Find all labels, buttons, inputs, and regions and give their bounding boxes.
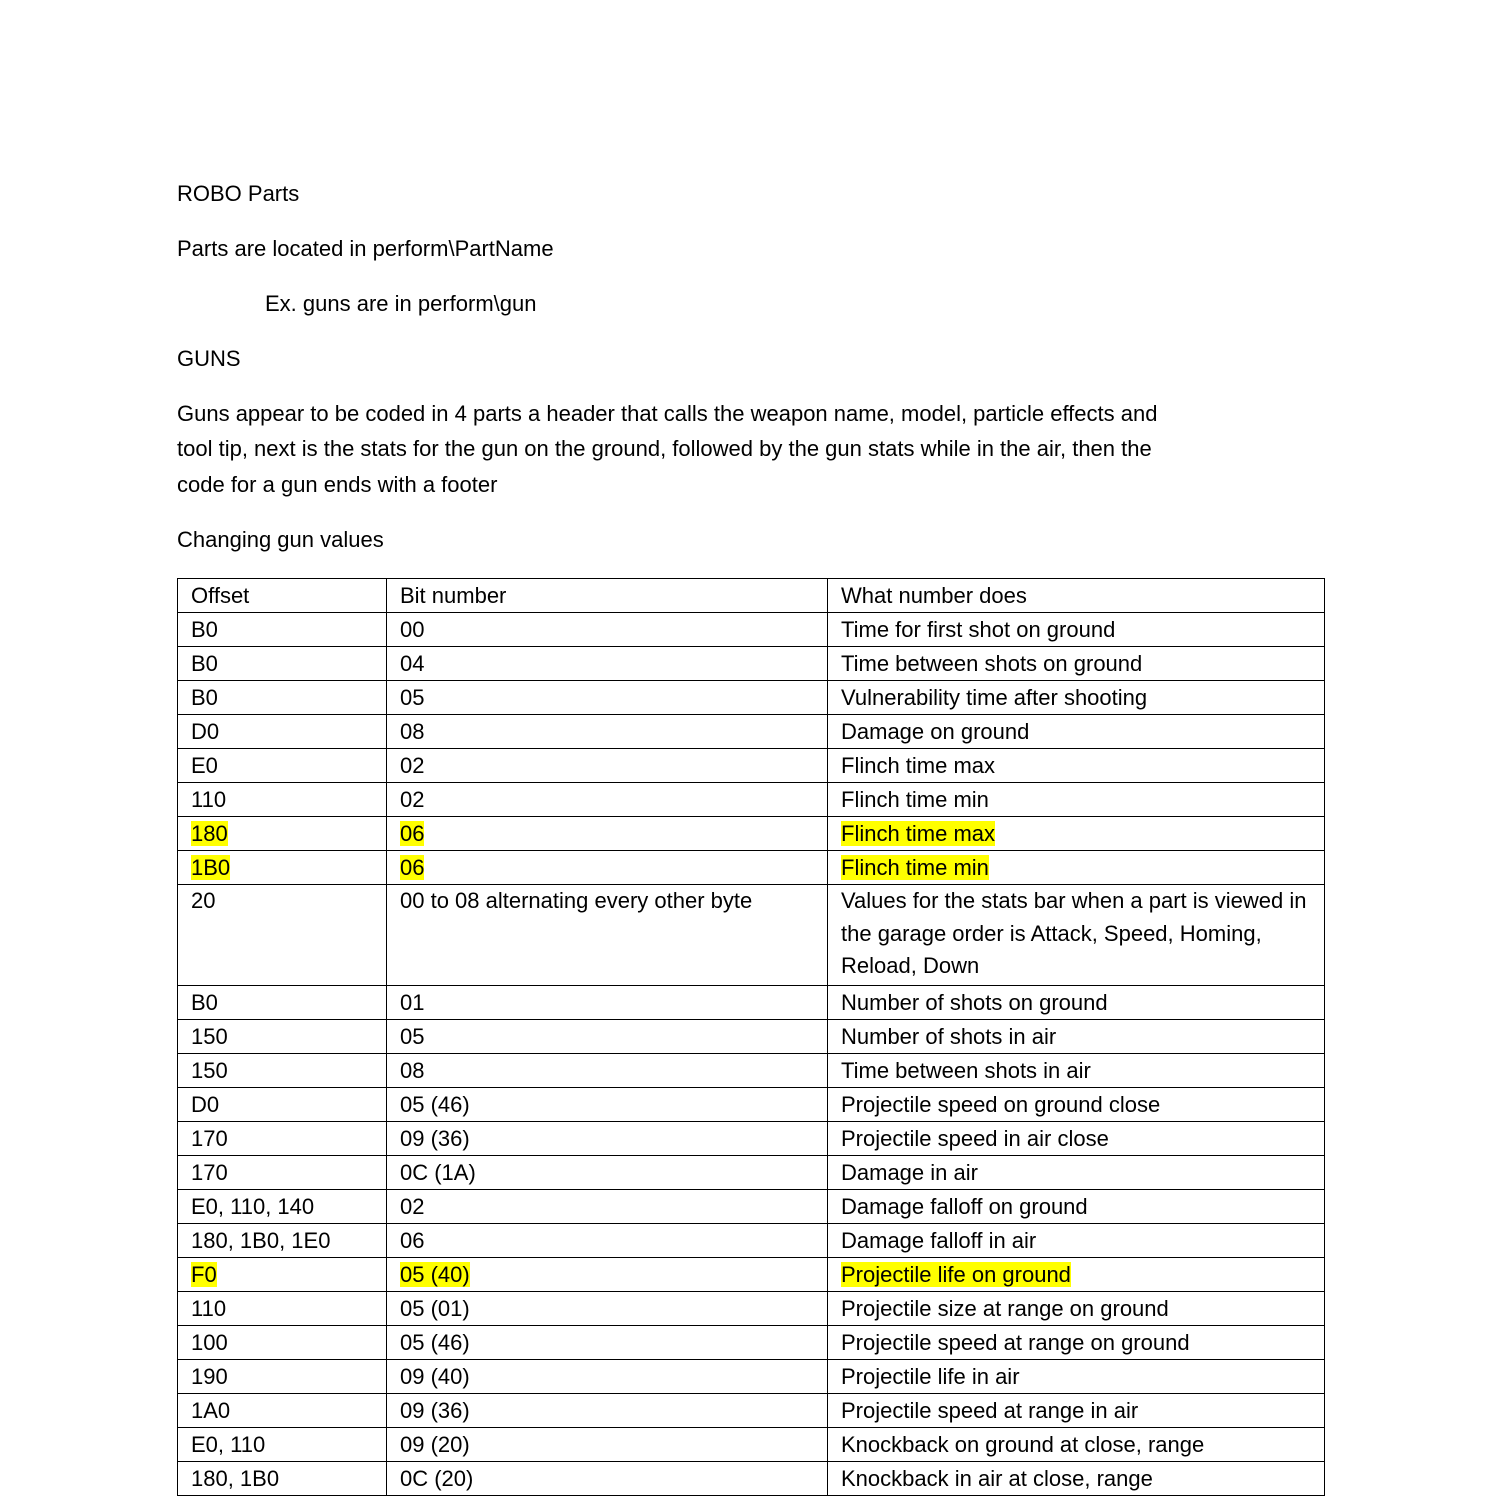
- table-row: [178, 817, 1325, 851]
- offset-cell: [178, 1359, 387, 1393]
- description-cell-text: Number of shots on ground: [841, 989, 1108, 1015]
- bit-number-cell: [387, 1223, 828, 1257]
- subheading: Changing gun values: [177, 527, 384, 552]
- offset-cell-text: D0: [191, 719, 220, 744]
- description-cell-text: Damage in air: [841, 1159, 978, 1185]
- table-row: [178, 1461, 1325, 1495]
- offset-cell-text: B0: [191, 651, 218, 676]
- offset-cell-text: D0: [191, 1091, 220, 1117]
- offset-cell-text: E0: [191, 753, 218, 778]
- bit-number-cell: [387, 1291, 828, 1325]
- table-header-row: [178, 579, 1325, 613]
- offset-cell-text: 170: [191, 1125, 228, 1151]
- description-cell: [828, 749, 1325, 783]
- table-row: [178, 1257, 1325, 1291]
- offset-cell: [178, 1053, 387, 1087]
- bit-number-cell: [387, 647, 828, 681]
- bit-number-cell-text: 00: [400, 617, 425, 642]
- section-heading: GUNS: [177, 346, 241, 371]
- table-row: [178, 985, 1325, 1019]
- bit-number-cell: [387, 1359, 828, 1393]
- offset-cell-text: 1B0: [191, 855, 231, 880]
- bit-number-cell-text: 02: [400, 753, 425, 778]
- offset-cell-text: 190: [191, 1363, 228, 1389]
- table-row: [178, 1359, 1325, 1393]
- description-cell-text: Flinch time max: [841, 821, 996, 846]
- bit-number-cell-text: 04: [400, 651, 425, 676]
- offset-cell: [178, 1291, 387, 1325]
- description-cell-text: Flinch time min: [841, 787, 989, 812]
- offset-cell-text: 100: [191, 1329, 228, 1355]
- description-line: tool tip, next is the stats for the gun on the ground, followed by the gun stats while in the air, then the: [177, 436, 1152, 461]
- description-cell-text: Projectile speed on ground close: [841, 1091, 1161, 1117]
- offset-cell-text: 110: [191, 1295, 227, 1321]
- table-row: [178, 1019, 1325, 1053]
- bit-number-cell-text: 02: [400, 787, 425, 812]
- offset-cell: [178, 1223, 387, 1257]
- bit-number-cell-text: 06: [400, 855, 425, 880]
- offset-cell-text: 180: [191, 821, 228, 846]
- description-cell: [828, 985, 1325, 1019]
- description-cell-text: Vulnerability time after shooting: [841, 685, 1148, 710]
- offset-cell: [178, 715, 387, 749]
- table-row: [178, 1223, 1325, 1257]
- bit-number-cell: [387, 1053, 828, 1087]
- description-cell: [828, 1223, 1325, 1257]
- bit-number-cell: [387, 1325, 828, 1359]
- description-cell: [828, 1257, 1325, 1291]
- bit-number-cell-text: 00 to 08 alternating every other byte: [400, 888, 753, 913]
- offset-cell-text: 20: [191, 888, 216, 913]
- offset-cell-text: B0: [191, 989, 218, 1015]
- bit-number-cell: [387, 851, 828, 885]
- offset-cell-text: B0: [191, 685, 218, 710]
- bit-number-cell: [387, 1189, 828, 1223]
- bit-number-cell: [387, 817, 828, 851]
- gun-values-table: [177, 578, 1325, 1496]
- table-row: [178, 885, 1325, 986]
- description-cell: [828, 1019, 1325, 1053]
- description-cell-text: Flinch time max: [841, 753, 996, 778]
- bit-number-cell: [387, 783, 828, 817]
- bit-number-cell-text: 09 (36): [400, 1397, 470, 1423]
- bit-number-cell-text: 01: [400, 989, 425, 1015]
- description-cell: [828, 1155, 1325, 1189]
- bit-number-cell-text: 09 (20): [400, 1431, 470, 1457]
- bit-number-cell-text: 05: [400, 1023, 425, 1049]
- offset-cell: [178, 783, 387, 817]
- header-what-number-does: What number does: [828, 579, 1325, 613]
- offset-cell-text: E0, 110, 140: [191, 1193, 315, 1219]
- description-cell-text: Projectile life in air: [841, 1363, 1020, 1389]
- table-row: [178, 647, 1325, 681]
- description-cell-text: Time between shots on ground: [841, 651, 1143, 676]
- table-row: [178, 1393, 1325, 1427]
- description-cell: [828, 885, 1325, 986]
- bit-number-cell: [387, 985, 828, 1019]
- description-cell: [828, 1087, 1325, 1121]
- description-cell: [828, 851, 1325, 885]
- table-row: [178, 613, 1325, 647]
- description-cell: [828, 1291, 1325, 1325]
- offset-cell-text: 150: [191, 1023, 228, 1049]
- description-cell: [828, 1427, 1325, 1461]
- description-cell-text: Knockback in air at close, range: [841, 1465, 1153, 1491]
- description-cell-text: Projectile life on ground: [841, 1261, 1071, 1287]
- description-cell-text: Knockback on ground at close, range: [841, 1431, 1205, 1457]
- bit-number-cell-text: 05 (46): [400, 1091, 470, 1117]
- bit-number-cell: [387, 1155, 828, 1189]
- bit-number-cell: [387, 749, 828, 783]
- table-row: [178, 681, 1325, 715]
- description-cell-text: Time for first shot on ground: [841, 617, 1116, 642]
- table-row: [178, 1155, 1325, 1189]
- description-cell-text: Flinch time min: [841, 855, 989, 880]
- description-cell-text: Damage falloff in air: [841, 1227, 1037, 1253]
- description-cell: [828, 1359, 1325, 1393]
- offset-cell: [178, 1325, 387, 1359]
- bit-number-cell-text: 0C (1A): [400, 1159, 476, 1185]
- example-text: Ex. guns are in perform\gun: [265, 291, 537, 316]
- description-cell: [828, 1461, 1325, 1495]
- offset-cell: [178, 1121, 387, 1155]
- bit-number-cell: [387, 1019, 828, 1053]
- bit-number-cell-text: 08: [400, 719, 425, 744]
- description-cell-text: Damage falloff on ground: [841, 1193, 1088, 1219]
- offset-cell-text: 180, 1B0: [191, 1465, 280, 1491]
- description-cell-text: Values for the stats bar when a part is viewed in the garage order is Attack, Speed, Homing, Reload, Down: [841, 888, 1307, 978]
- description-cell-text: Projectile size at range on ground: [841, 1295, 1169, 1321]
- table-row: [178, 1053, 1325, 1087]
- bit-number-cell: [387, 1257, 828, 1291]
- description-cell-text: Projectile speed at range in air: [841, 1397, 1139, 1423]
- description-cell-text: Number of shots in air: [841, 1023, 1057, 1049]
- table-row: [178, 749, 1325, 783]
- offset-cell: [178, 1019, 387, 1053]
- offset-cell: [178, 1155, 387, 1189]
- offset-cell: [178, 985, 387, 1019]
- description-cell: [828, 647, 1325, 681]
- description-cell-text: Projectile speed in air close: [841, 1125, 1109, 1151]
- bit-number-cell: [387, 715, 828, 749]
- bit-number-cell: [387, 613, 828, 647]
- bit-number-cell: [387, 1087, 828, 1121]
- bit-number-cell: [387, 1461, 828, 1495]
- description-cell: [828, 817, 1325, 851]
- bit-number-cell-text: 09 (40): [400, 1363, 470, 1389]
- bit-number-cell: [387, 681, 828, 715]
- offset-cell-text: 110: [191, 787, 227, 812]
- offset-cell-text: 1A0: [191, 1397, 231, 1423]
- offset-cell-text: 170: [191, 1159, 228, 1185]
- bit-number-cell-text: 08: [400, 1057, 425, 1083]
- table-row: [178, 1087, 1325, 1121]
- header-bit-number: Bit number: [387, 579, 828, 613]
- bit-number-cell-text: 05 (46): [400, 1329, 470, 1355]
- table-row: [178, 851, 1325, 885]
- bit-number-cell: [387, 1121, 828, 1155]
- offset-cell: [178, 1461, 387, 1495]
- bit-number-cell-text: 05: [400, 685, 425, 710]
- description-cell: [828, 681, 1325, 715]
- offset-cell: [178, 647, 387, 681]
- document-title: ROBO Parts: [177, 181, 300, 206]
- location-text: Parts are located in perform\PartName: [177, 236, 554, 261]
- description-cell: [828, 613, 1325, 647]
- offset-cell-text: B0: [191, 617, 218, 642]
- offset-cell: [178, 613, 387, 647]
- description-cell: [828, 1121, 1325, 1155]
- offset-cell-text: F0: [191, 1261, 217, 1287]
- offset-cell: [178, 681, 387, 715]
- bit-number-cell-text: 06: [400, 821, 425, 846]
- table-row: [178, 1189, 1325, 1223]
- offset-cell-text: 150: [191, 1057, 228, 1083]
- bit-number-cell-text: 09 (36): [400, 1125, 470, 1151]
- offset-cell: [178, 1427, 387, 1461]
- offset-cell-text: 180, 1B0, 1E0: [191, 1227, 331, 1253]
- table-row: [178, 715, 1325, 749]
- description-cell: [828, 1189, 1325, 1223]
- description-cell: [828, 1325, 1325, 1359]
- table-row: [178, 783, 1325, 817]
- offset-cell: [178, 851, 387, 885]
- table-row: [178, 1427, 1325, 1461]
- table-row: [178, 1291, 1325, 1325]
- bit-number-cell-text: 0C (20): [400, 1465, 474, 1491]
- description-line: code for a gun ends with a footer: [177, 472, 498, 497]
- bit-number-cell-text: 05 (40): [400, 1261, 470, 1287]
- description-cell: [828, 715, 1325, 749]
- bit-number-cell: [387, 1393, 828, 1427]
- offset-cell: [178, 1393, 387, 1427]
- description-cell-text: Projectile speed at range on ground: [841, 1329, 1190, 1355]
- bit-number-cell: [387, 1427, 828, 1461]
- offset-cell: [178, 1189, 387, 1223]
- bit-number-cell-text: 06: [400, 1227, 425, 1253]
- header-offset: Offset: [178, 579, 387, 613]
- offset-cell: [178, 817, 387, 851]
- description-cell-text: Time between shots in air: [841, 1057, 1091, 1083]
- bit-number-cell: [387, 885, 828, 986]
- bit-number-cell-text: 05 (01): [400, 1295, 470, 1321]
- description-cell: [828, 783, 1325, 817]
- description-cell: [828, 1393, 1325, 1427]
- bit-number-cell-text: 02: [400, 1193, 425, 1219]
- description-line: Guns appear to be coded in 4 parts a header that calls the weapon name, model, particle effects and: [177, 401, 1158, 426]
- description-cell-text: Damage on ground: [841, 719, 1030, 744]
- offset-cell: [178, 749, 387, 783]
- offset-cell: [178, 1257, 387, 1291]
- description-cell: [828, 1053, 1325, 1087]
- table-row: [178, 1325, 1325, 1359]
- table-row: [178, 1121, 1325, 1155]
- offset-cell-text: E0, 110: [191, 1431, 266, 1457]
- offset-cell: [178, 885, 387, 986]
- offset-cell: [178, 1087, 387, 1121]
